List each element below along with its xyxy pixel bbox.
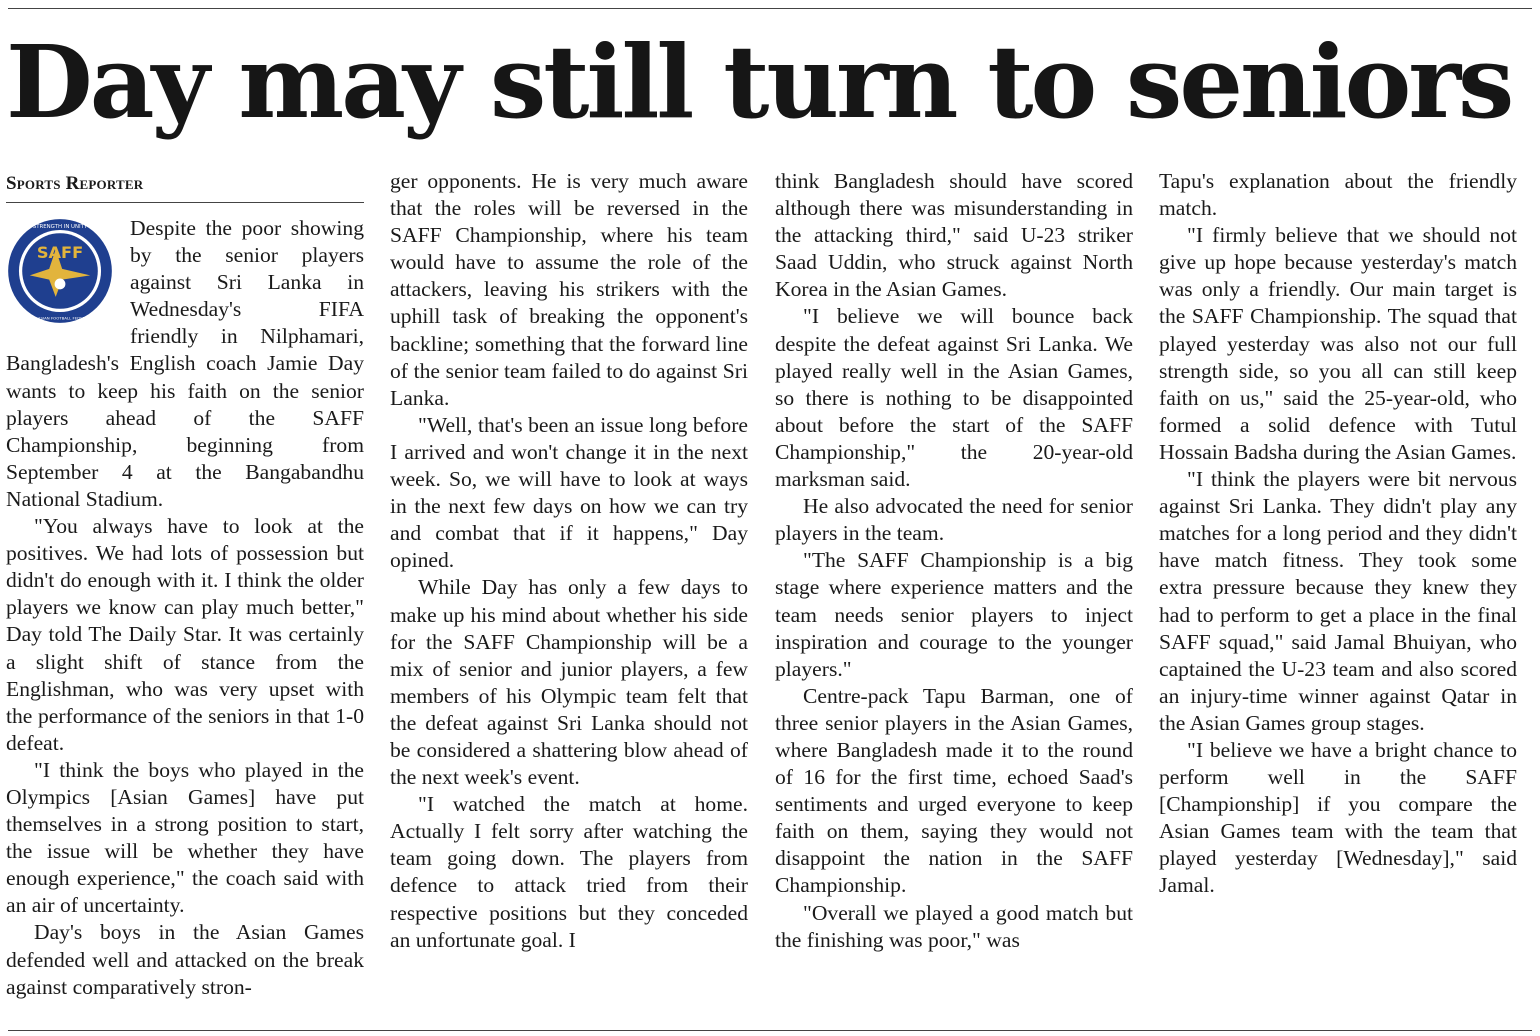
logo-text: SAFF xyxy=(36,243,84,263)
paragraph: Centre-pack Tapu Barman, one of three senior players in the Asian Games, where Bangladesh made it to the round of 16 for the first time, echoed Saad's sentiments and urged everyone to keep faith on them, saying they would not disappoint the nation in the SAFF Championship. xyxy=(775,683,1133,898)
saff-logo xyxy=(6,217,126,339)
headline: Day may still turn to seniors xyxy=(6,23,1512,141)
top-rule xyxy=(8,8,1532,9)
paragraph: "I believe we have a bright chance to perform well in the SAFF [Championship] if you compare the Asian Games team with the team that played yesterday [Wednesday]," said Jamal. xyxy=(1159,737,1517,898)
paragraph: He also advocated the need for senior players in the team. xyxy=(775,494,1133,546)
paragraph: Despite the poor showing by the senior players against Sri Lanka in Wednesday's FIFA friendly in Nilphamari, Bangladesh's English coach Jamie Day wants to keep his faith on the senior players ahead of the SAFF Championship, beginning from September 4 at the Bangabandhu National Stadium. xyxy=(6,216,364,511)
paragraph: Day's boys in the Asian Games defended well and attacked on the break against comparatively stron- xyxy=(6,920,364,999)
paragraph: "I think the boys who played in the Olympics [Asian Games] have put themselves in a strong position to start, the issue will be whether they have enough experience," the coach said with an air of uncertainty. xyxy=(6,757,364,918)
byline xyxy=(6,172,364,196)
saff-logo-image xyxy=(6,217,114,325)
paragraph: While Day has only a few days to make up his mind about whether his side for the SAFF Championship will be a mix of senior and junior players, a few members of his Olympic team felt that the defeat against Sri Lanka should not be considered a shattering blow ahead of the next week's event. xyxy=(390,575,748,790)
article-column-4 xyxy=(1159,168,1517,1018)
article-column-2 xyxy=(390,168,748,1018)
paragraph: think Bangladesh should have scored although there was misunderstanding in the attacking third," said U-23 striker Saad Uddin, who struck against North Korea in the Asian Games. xyxy=(775,169,1133,302)
logo-ring-bottom: SOUTH ASIAN FOOTBALL FEDERATION xyxy=(23,315,97,321)
paragraph: "Overall we played a good match but the finishing was poor," was xyxy=(775,900,1133,952)
paragraph: "I watched the match at home. Actually I felt sorry after watching the team going down. The players from defence to attack tried from their respective positions but they conceded an unfortunate goal. I xyxy=(390,792,748,952)
article-column-3 xyxy=(775,168,1133,1018)
bottom-rule xyxy=(8,1030,1532,1031)
byline-text: Sports Reporter xyxy=(6,173,144,194)
paragraph: "The SAFF Championship is a big stage where experience matters and the team needs senior players to inject inspiration and courage to the younger players." xyxy=(775,548,1133,681)
paragraph: Tapu's explanation about the friendly match. xyxy=(1159,169,1517,221)
byline-rule xyxy=(6,202,364,203)
article-column-1 xyxy=(6,168,364,1018)
paragraph: "You always have to look at the positives. We had lots of possession but didn't do enough with it. I think the older players we know can play much better," Day told The Daily Star. It was certainly a slight shift of stance from the Englishman, who was very upset with the performance of the seniors in that 1-0 defeat. xyxy=(6,514,364,755)
paragraph: "I believe we will bounce back despite the defeat against Sri Lanka. We played really well in the Asian Games, so there is nothing to be disappointed about before the start of the SAFF Championship," the 20-year-old marksman said. xyxy=(775,304,1133,492)
paragraph: ger opponents. He is very much aware that the roles will be reversed in the SAFF Championship, where his team would have to assume the role of the attackers, leaving his strikers with the uphill task of breaking the opponent's backline; something that the forward line of the senior team failed to do against Sri Lanka. xyxy=(390,169,748,410)
paragraph: "I firmly believe that we should not give up hope because yesterday's match was only a friendly. Our main target is the SAFF Championship. The squad that played yesterday was also not our full strength side, so you all can still keep faith on us," said the 25-year-old, who formed a solid defence with Tutul Hossain Badsha during the Asian Games. xyxy=(1159,223,1517,464)
paragraph: "I think the players were bit nervous against Sri Lanka. They didn't play any matches for a long period and they didn't have match fitness. They took some extra pressure because they knew they had to perform to get a place in the final SAFF squad," said Jamal Bhuiyan, who captained the U-23 team and also scored an injury-time winner against Qatar in the Asian Games group stages. xyxy=(1159,467,1517,735)
paragraph: "Well, that's been an issue long before I arrived and won't change it in the next week. So, we will have to look at ways in the next few days on how we can try and combat that if it happens," Day opined. xyxy=(390,412,748,573)
logo-ring-top: STRENGTH IN UNITY xyxy=(32,223,88,230)
